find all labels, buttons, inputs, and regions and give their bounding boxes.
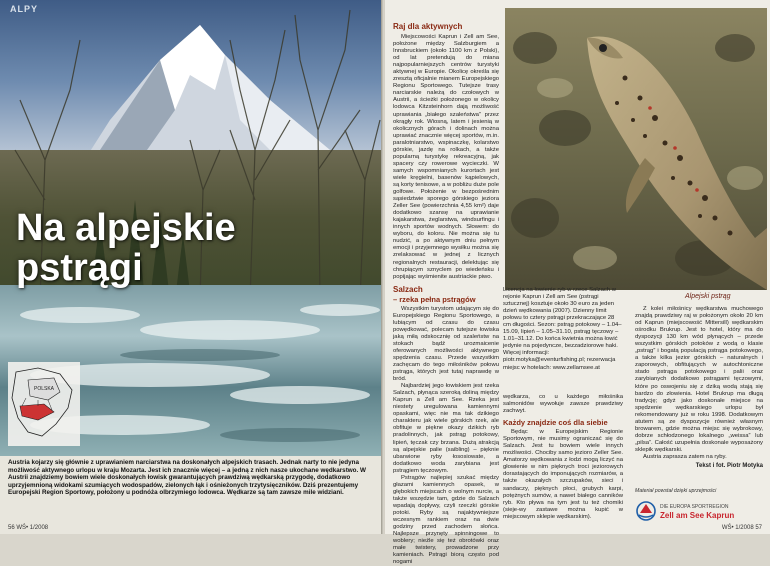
fish-caption: Alpejski pstrąg — [685, 293, 731, 300]
trout-illustration — [505, 8, 767, 290]
license-box — [503, 287, 623, 372]
sportregion-emblem-icon — [637, 502, 655, 520]
intro-caption: Austria kojarzy się głównie z uprawianiem narciarstwa na doskonałych alpejskich trasach. Jednak narty to nie jedyna możliwość aktywnego urlopu w kraju Mozarta. Jest ich znacznie więcej – a jedną z nich nasze ukochane wędkarstwo. W Austrii znajdziemy bowiem wiele doskonałych łowisk gwarantujących prawdziwą wędkarską przygodę, dodatkowo uprzyjemnioną widokami szumiących wodospadów, zielonych łąk i ośnieżonych trzytysięczników. Dziś prezentujemy Europejski Region Sportowy, położony u podnóża olbrzymiego lodowca. Wędkarze są tam zawsze mile widziani. — [8, 459, 366, 497]
title-line-1: Na alpejskie — [16, 207, 236, 249]
heading-kazdy: Każdy znajdzie coś dla siebie — [503, 418, 608, 428]
author-credit: Tekst i fot. Piotr Motyka — [695, 463, 763, 470]
left-page — [0, 0, 383, 534]
logo-line-2: Zell am See Kaprun — [660, 511, 735, 520]
col1-para-4: Pstrągów najlepiej szukać między głazami kamiennych opasek, w głębokich miejscach o wolnym nurcie, a także wszędzie tam, gdzie do Salzach wpadają dopływy, czyli rzeczki górskie potoki. Ryby są najaktywniejsze wczesnym rankiem oraz na dwie godziny przed zachodem słońca. Najlepsze przynęty spinningowe to woblery; nieźle się też obrotówki oraz małe twistery, prowadzone przy kamieniach. Pstrągi biorą często pod nogami — [393, 474, 499, 566]
col1-para-3: Najbardziej jego łowiskiem jest rzeka Salzach, płynąca szeroką doliną między Kaprun a Zell am See. Rzeka jest niestety uregulowana kamiennymi opaskami, więc nie ma tak dzikiego charakteru jak wiele górskich rzek, ale obfituje w piękne okazy dzikich ryb pradolinnych, jak pstrąg potokowy, lipień, tęczak czy brzana. Dużą atrakcją są alpejskie palie (saibling) – pięknie ubarwione ryby łososiowate, a dodatkowo woda zarybiana jest pstrągiem tęczowym. — [393, 383, 499, 474]
heading-salzach: Salzach — [393, 284, 423, 294]
sportregion-logo — [635, 498, 763, 524]
column-3 — [635, 306, 763, 470]
column-2 — [503, 394, 623, 521]
heading-raj: Raj dla aktywnych — [393, 22, 463, 31]
col1-para-2: Wszystkim turystom udającym się do Europejskiego Regionu Sportowego, a lubiącym od czasu do czasu powędkować, polecam tutejsze łowiska jaką miłą odskocznię od szaleństw na stokach bądź urozmaicenie oferowanych możliwości aktywnego spędzenia czasu. Przede wszystkim zachęcam do tego miłośników połowu pstrąga, których jest tutaj naprawdę w bród. — [393, 305, 499, 383]
page-folio-left: 56 WŚ• 1/2008 — [8, 525, 49, 531]
right-page — [385, 0, 770, 566]
sponsor-credit: Materiał powstał dzięki uprzejmości — [635, 488, 717, 494]
heading-salzach-sub: – rzeka pełna pstrągów — [393, 294, 476, 304]
column-1 — [393, 22, 499, 566]
section-tag: ALPY — [10, 4, 39, 14]
trout-photo — [505, 8, 767, 290]
logo-line-1: DIE EUROPA SPORTREGION — [660, 504, 729, 510]
article-title — [16, 208, 236, 288]
page-folio-right: WŚ• 1/2008 57 — [721, 525, 762, 531]
col3-para-2: Austria zaprasza zatem na ryby. — [643, 453, 727, 460]
europe-locator-map — [8, 362, 80, 446]
col2-para-1: wędkarza, co u każdego miłośnika salmonidów wywołuje zawsze prawdziwy zachwyt. — [503, 394, 623, 415]
license-text: Licencja na łowienie ryb w rzece Salzach w rejonie Kaprun i Zell am See (pstrągi sztucznej) kosztuje około 30 euro za jeden dzień wędkowania (2007). Dzienny limit połowu to cztery pstrągi przekraczające 28 cm długości. Sezon: pstrąg potokowy – 1.04–15.09, lipień – 1.05–31.10, pstrąg tęczowy – 1.01–31.12. Do końca kwietnia można łowić jedynie na pojedyncze, bezzadziorowe haki. Więcej informacji: piotr.motyka@eventurfishing.pl; rezerwacja miejsc w hotelach: www.zellamsee.at — [503, 287, 622, 371]
mountain-river-photo — [0, 0, 383, 456]
title-line-2: pstrągi — [16, 247, 143, 289]
col3-para-1: Z kolei miłośnicy wędkarstwa muchowego znajdą prawdziwy raj w położonym około 20 km od Kaprun (miejscowość Mittersill) wędkarskim ośrodku Brukrup. Jest to hotel, który ma do dyspozycji 130 km wód płynących – przede wszystkim górskich potoków z wodą o klasie „pstrąg” i bogatą populacją pstrąga potokowego, a także kilka jezior górskich – naturalnych i zaporowych, obfitujących w autochtoniczne stado pstrąga potokowego i palii oraz zarybianych dodatkowo pstrągami tęczowymi, które po oswojeniu się z dziką wodą stają się bardzo do złowienia. Hotel Brukrup ma długą tradycję; gdyż jako doskonałe miejsce na spędzenie wędkarskiego urlopu był rekomendowany już w roku 1998. Dodatkowym atutem są ze dyspozycje również własnym browarem, gdzie można miejsc się wybrokowy, dobrze schłodzonego lokalnego „weissa” lub „pilsa”. Całość uzupełnia doskonale wyposażony sklepik wędkarski. — [635, 306, 763, 453]
col2-para-2: Będąc w Europejskim Regionie Sportowym, nie musimy ograniczać się do Salzach. Jest tu bowiem wiele innych możliwości. Chociby samo jezioro Zeller See. Amatorzy wędkowania z łodzi mogą liczyć na głowienie w nim pięknych troci jeziorowych dorastających do imponujących rozmiarów, a także okazałych szczupaków, sieci i sandaczy, pięknych płoci, grubych karpi, potężnych sumów, a nawet białego canników ryb. Kto pływa na tym jest tu też chomiki (sieje-wy zastawe można kupić w miejscowym sklepie wędkarskim). — [503, 429, 623, 520]
col1-para-1: Miejscowości Kaprun i Zell am See, położone między Salzburgiem a Innsbruckiem (około 1100 km z Polski), od lat pretendują do miana najpopularniejszych centrów turystyki aktywnej w Europie. Okolicę określa się zresztą oficjalnie mianem Europejskiego Regionu Sportowego. Tutejsze trasy narciarskie należą do czołowych w Austrii, a ścieżki położonego w okolicy lodowca Kitzsteinhorn dają możliwość uprawiania „białego szaleństwa” przez okrągły rok. Wiosną, latem i jesienią w okolicznych górach i dolinach można uprawiać znacznie więcej sportów, m.in. paralotniarstwo, wspinaczkę, kolarstwo górskie, jazdę na rolkach, a także popularną turystykę rekreacyjną, jak spacery czy rowerowe wycieczki. W samych wspomnianych kurortach jest wiele kręgielni, basenów kąpielowych, są korty tenisowe, a w pobliżu duże pole golfowe. Położenie w bezpośrednim sąsiedztwie sporego górskiego jeziora Zeller See (powierzchnia 4,55 km²) daje dodatkowo szansę na uprawianie kajakarstwa, żeglarstwa, windsurfingu i innych sportów wodnych. Słowem: do wyboru, do koloru. Nie można się tu nudzić, a po aktywnym dniu pełnym emocji i przyjemnego wysiłku można się zrelaksować w jednej z licznych regionalnych restauracji, delektując się chrupiącym sznyclem po wiedeńsku i popijając wyśmienite austriackie piwo. — [393, 34, 499, 280]
map-label: POLSKA — [34, 386, 55, 392]
